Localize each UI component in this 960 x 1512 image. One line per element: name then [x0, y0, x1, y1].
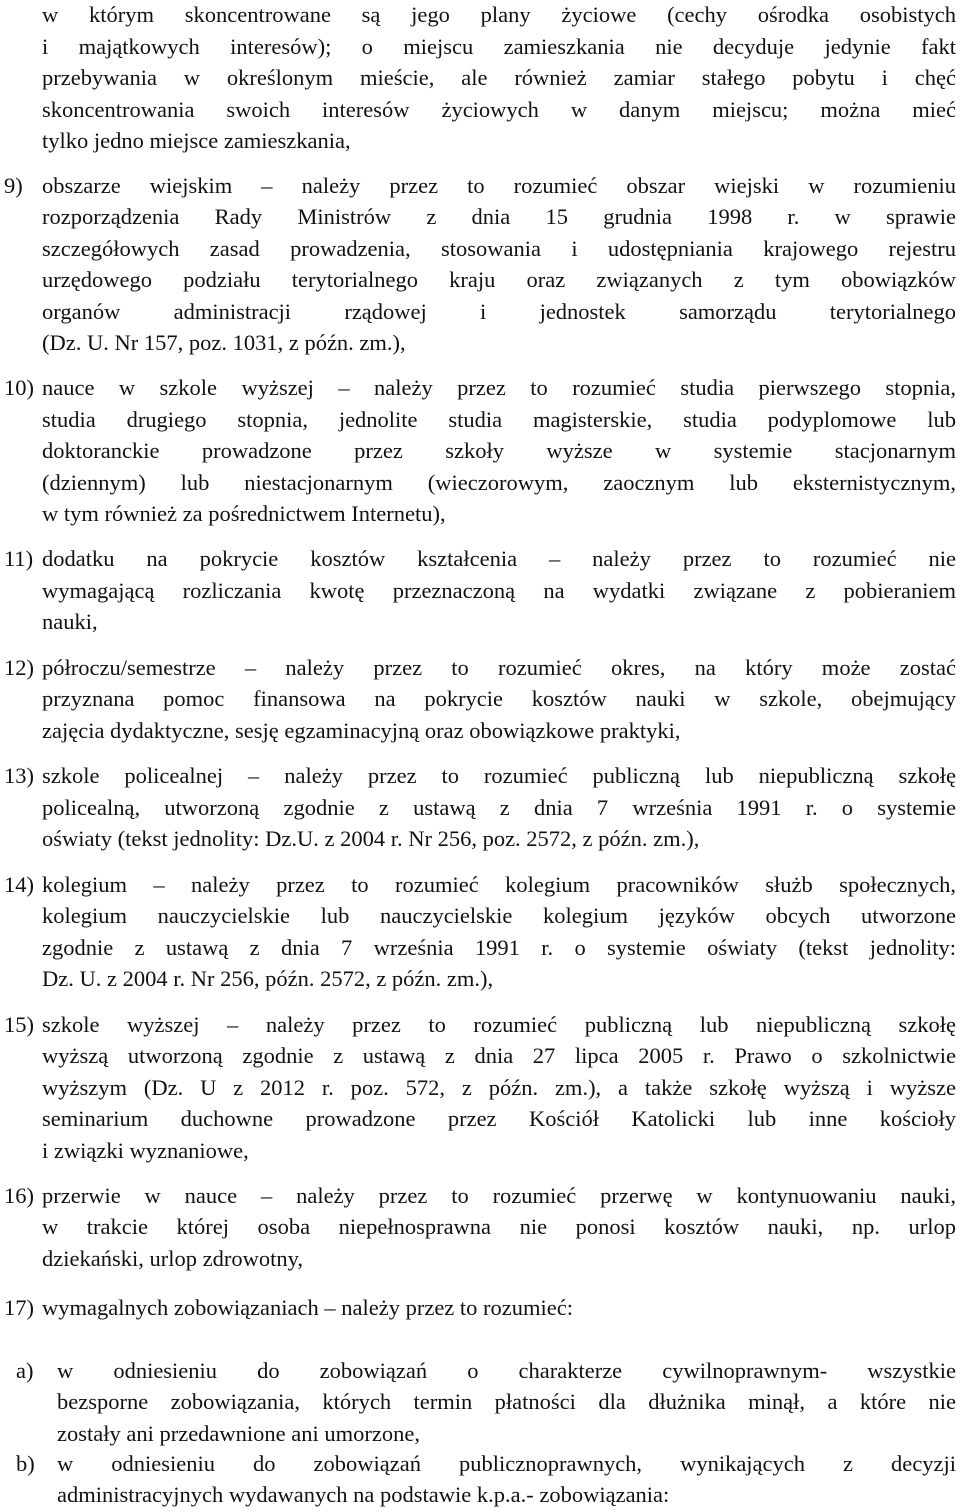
text-line: administracyjnych wydawanych na podstawie k.p.a.- zobowiązania: — [57, 1482, 670, 1507]
text-line: w którym skoncentrowane są jego plany życiowe (cechy ośrodka osobistych — [42, 2, 956, 27]
text-line: wyższym (Dz. U z 2012 r. poz. 572, z późn. zm.), a także szkołę wyższą i wyższe — [42, 1075, 956, 1100]
item-number: 10) — [4, 375, 34, 400]
item-number: 9) — [4, 173, 23, 198]
text-line: tylko jedno miejsce zamieszkania, — [42, 128, 351, 153]
text-line: wyższą utworzoną zgodnie z ustawą z dnia 27 lipca 2005 r. Prawo o szkolnictwie — [42, 1043, 956, 1068]
text-line: zajęcia dydaktyczne, sesję egzaminacyjną oraz obowiązkowe praktyki, — [42, 718, 681, 743]
text-line: zostały ani przedawnione ani umorzone, — [57, 1421, 420, 1446]
text-line: (dziennym) lub niestacjonarnym (wieczorowym, zaocznym lub eksternistycznym, — [42, 470, 956, 495]
text-line: seminarium duchowne prowadzone przez Kościół Katolicki lub inne kościoły — [42, 1106, 956, 1131]
text-line: oświaty (tekst jednolity: Dz.U. z 2004 r. Nr 256, poz. 2572, z późn. zm.), — [42, 826, 700, 851]
text-line: rozporządzenia Rady Ministrów z dnia 15 grudnia 1998 r. w sprawie — [42, 204, 956, 229]
text-line: policealną, utworzoną zgodnie z ustawą z dnia 7 września 1991 r. o systemie — [42, 795, 956, 820]
text-line: (Dz. U. Nr 157, poz. 1031, z późn. zm.), — [42, 330, 406, 355]
text-line: studia drugiego stopnia, jednolite studia magisterskie, studia podyplomowe lub — [42, 407, 956, 432]
text-line: urzędowego podziału terytorialnego kraju oraz związanych z tym obowiązków — [42, 267, 956, 292]
text-line: w tym również za pośrednictwem Internetu), — [42, 501, 446, 526]
item-number: 16) — [4, 1183, 34, 1208]
item-number: 15) — [4, 1012, 34, 1037]
text-line: wymagającą rozliczania kwotę przeznaczoną na wydatki związane z pobieraniem — [42, 578, 956, 603]
text-line: kolegium nauczycielskie lub nauczycielskie kolegium języków obcych utworzone — [42, 903, 956, 928]
text-line: i majątkowych interesów); o miejscu zamieszkania nie decyduje jedynie fakt — [42, 34, 956, 59]
text-line: dziekański, urlop zdrowotny, — [42, 1246, 303, 1271]
text-line: półroczu/semestrze – należy przez to rozumieć okres, na który może zostać — [42, 655, 956, 680]
text-line: dodatku na pokrycie kosztów kształcenia – należy przez to rozumieć nie — [42, 546, 956, 571]
text-line: przebywania w określonym mieście, ale również zamiar stałego pobytu i chęć — [42, 65, 956, 90]
text-line: bezsporne zobowiązania, których termin płatności dla dłużnika minął, a które nie — [57, 1389, 956, 1414]
text-line: doktoranckie prowadzone przez szkoły wyższe w systemie stacjonarnym — [42, 438, 956, 463]
item-number: 13) — [4, 763, 34, 788]
text-line: organów administracji rządowej i jednostek samorządu terytorialnego — [42, 299, 956, 324]
text-line: nauki, — [42, 609, 98, 634]
text-line: w odniesieniu do zobowiązań publicznoprawnych, wynikających z decyzji — [57, 1451, 956, 1476]
text-line: przerwie w nauce – należy przez to rozumieć przerwę w kontynuowaniu nauki, — [42, 1183, 956, 1208]
text-line: zgodnie z ustawą z dnia 7 września 1991 r. o systemie oświaty (tekst jednolity: — [42, 935, 956, 960]
item-number: b) — [16, 1451, 35, 1476]
text-line: i związki wyznaniowe, — [42, 1138, 249, 1163]
intro-paragraph — [0, 0, 960, 160]
text-line: obszarze wiejskim – należy przez to rozumieć obszar wiejski w rozumieniu — [42, 173, 956, 198]
text-line: nauce w szkole wyższej – należy przez to rozumieć studia pierwszego stopnia, — [42, 375, 956, 400]
item-number: 17) — [4, 1295, 34, 1320]
text-line: w trakcie której osoba niepełnosprawna nie ponosi kosztów nauki, np. urlop — [42, 1214, 956, 1239]
text-line: przyznana pomoc finansowa na pokrycie kosztów nauki w szkole, obejmujący — [42, 686, 956, 711]
item-number: a) — [16, 1358, 34, 1383]
text-line: w odniesieniu do zobowiązań o charakterze cywilnoprawnym- wszystkie — [57, 1358, 956, 1383]
item-number: 11) — [4, 546, 34, 571]
text-line: kolegium – należy przez to rozumieć kolegium pracowników służb społecznych, — [42, 872, 956, 897]
item-number: 12) — [4, 655, 34, 680]
text-line: szkole policealnej – należy przez to rozumieć publiczną lub niepubliczną szkołę — [42, 763, 956, 788]
text-line: szczegółowych zasad prowadzenia, stosowania i udostępniania krajowego rejestru — [42, 236, 956, 261]
text-line: Dz. U. z 2004 r. Nr 256, późn. 2572, z późn. zm.), — [42, 966, 494, 991]
text-line: skoncentrowania swoich interesów życiowych w danym miejscu; można mieć — [42, 97, 956, 122]
text-line: szkole wyższej – należy przez to rozumieć publiczną lub niepubliczną szkołę — [42, 1012, 956, 1037]
item-number: 14) — [4, 872, 34, 897]
text-line: wymagalnych zobowiązaniach – należy przez to rozumieć: — [42, 1295, 574, 1320]
